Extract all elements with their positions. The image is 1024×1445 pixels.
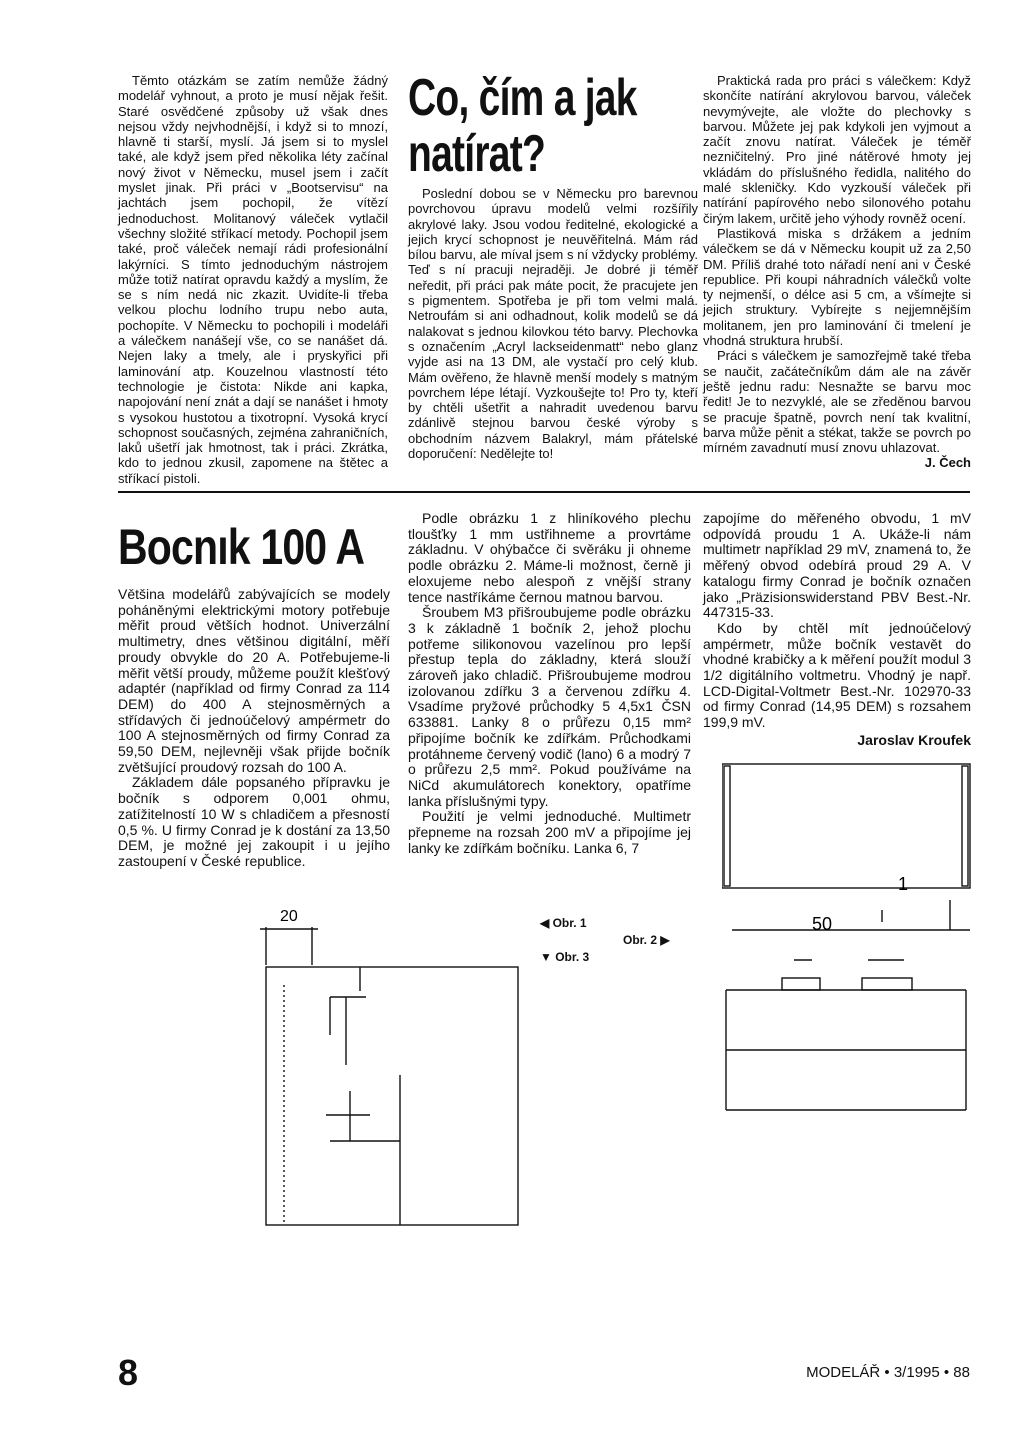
article1-col1-p1: Těmto otázkám se zatím nemůže žádný modelář vyhnout, a proto je musí nějak řešit. Staré osvědčené způsoby už však dnes nejsou vždy nejvhodnější, i když si to mnozí, hlavně ti starší, myslí. Já jsem si to myslel také, ale když jsem před několika léty začínal nový život v Německu, musel jsem i začít myslet jinak. Při práci v „Bootservisu“ na jachtách jsem pochopil, že vítězí jednoduchost. Molitanový váleček vytlačil všechny složité stříkací metody. Pochopil jsem také, proč váleček nemají rádi profesionální lakýrníci. S tímto jednoduchým nástrojem může totiž natírat opravdu každý a myslím, že se s ním nedá nic zkazit. Uvidíte-li třeba velkou plochu lodního trupu nebo auta, pochopíte. V Německu to pochopili i modeláři a válečkem nanášejí vše, co se nanášet dá. Nejen laky a tmely, ale i pryskyřici při laminování atp. Kouzelnou vlastností této technologie je čistota: Nikde ani kapka, napojování není znát a dají se nanášet i hmoty s vysokou hustotou a tixotropní. Vysoká krycí schopnost současných, zejména zahraničních, laků ušetří jak hmotnost, tak i práci. Zkrátka, kdo to jednou zkusil, zapomene na štětec a stříkací pistoli. bbox=[118, 73, 388, 486]
article2-col1-p1: Většina modelářů zabývajících se modely poháněnými elektrickými motory potřebuje měřit proud větších hodnot. Univerzální multimetry, dnes většinou digitální, měří proudy obvykle do 20 A. Potřebujeme-li měřit větší proudy, můžeme použít klešťový adaptér (například od firmy Conrad za 114 DEM) do 400 A stejnosměrných a střídavých či jednoúčelový ampérmetr do 100 A stejnosměrných od firmy Conrad za 59,50 DEM, nejlevněji však přijde bočník zvětšující proudový rozsah do 100 A. bbox=[118, 586, 390, 775]
article2-col3-p2: Kdo by chtěl mít jednoúčelový ampérmetr, může bočník vestavět do vhodné krabičky a k měření použít modul 3 1/2 digitálního voltmetru. Vhodný je např. LCD-Digital-Voltmetr Best.-Nr. 102970-33 od firmy Conrad (14,95 DEM) s rozsahem 199,9 mV. bbox=[703, 619, 971, 731]
article2-title-text: Bocnık 100 A bbox=[118, 519, 365, 575]
article2-col2-p1: Podle obrázku 1 z hliníkového plechu tloušťky 1 mm ustřihneme a provrtáme základnu. V ohýbačce či svěráku ji ohneme podle obrázku 2. Máme-li možnost, černě ji eloxujeme nebo alespoň z vnější strany tence nastříkáme černou matnou barvou. bbox=[408, 510, 691, 605]
figure-obr1 bbox=[250, 905, 530, 1235]
article2-title bbox=[118, 520, 413, 574]
article2-author: Jaroslav Kroufek bbox=[857, 731, 971, 748]
figure-obr2-obr3 bbox=[722, 760, 972, 1120]
article1-col2 bbox=[408, 186, 698, 461]
article1-col2-p1: Poslední dobou se v Německu pro barevnou povrchovou úpravu modelů velmi rozšířily akrylové laky. Jsou vodou ředitelné, ekologické a jejich krycí schopnost je neuvěřitelná. Mám rád bílou barvu, ale míval jsem s ní vždycky problémy. Teď s ní pracuji nejraději. Je dobré ji téměř neředit, při práci pak máte pocit, že pracujete jen s pigmentem. Spotřeba je při tom velmi malá. Netroufám si ani odhadnout, kolik modelů se dá nalakovat s jednou kilovkou této barvy. Plechovka s označením „Acryl lackseidenmatt“ nebo glanz vyjde asi na 13 DM, ale vystačí pro celý klub. Mám ověřeno, že hlavně menší modely s matným povrchem lépe létají. Vyzkoušejte to! Pro ty, kteří by chtěli ušetřit a nahradit uvedenou barvu zdánlivě stejnou barvou české výroby s obchodním názvem Balakryl, mám přátelské doporučení: Nedělejte to! bbox=[408, 186, 698, 462]
article2-col3-p1: zapojíme do měřeného obvodu, 1 mV odpovídá proudu 1 A. Ukáže-li nám multimetr například 29 mV, znamená to, že měřený obvod odebírá proud 29 A. V katalogu firmy Conrad je bočník označen jako „Präzisionswiderstand PBV Best.-Nr. 447315-33. bbox=[703, 510, 971, 621]
article2-col1 bbox=[118, 587, 390, 870]
article1-author: J. Čech bbox=[924, 455, 971, 471]
article1-col3 bbox=[703, 73, 971, 471]
issue-info: MODELÁŘ • 3/1995 • 88 bbox=[806, 1364, 970, 1381]
dim-20: 20 bbox=[280, 908, 298, 925]
dim-50: 50 bbox=[812, 914, 833, 934]
article2-col2-p3: Použití je velmi jednoduché. Multimetr přepneme na rozsah 200 mV a připojíme jej lanky ke zdířkám bočníku. Lanka 6, 7 bbox=[408, 808, 691, 856]
article1-col3-p3: Práci s válečkem je samozřejmě také třeba se naučit, začátečníkům dám ale na závěr ještě jednu radu: Nesnažte se barvu moc ředit! Je to nezvyklé, ale se zředěnou barvou se pracuje špatně, povrch není tak kvalitní, barva může pěnit a stékat, takže se povrch po mírném zavadnutí musí znovu uhlazovat. bbox=[703, 348, 971, 456]
article2-col2-p2: Šroubem M3 přišroubujeme podle obrázku 3 k základně 1 bočník 2, jehož plochu potřeme silikonovou vazelínou pro lepší přestup tepla do základny, která slouží zároveň jako chladič. Přišroubujeme modrou izolovanou zdířku 3 a červenou zdířku 4. Vsadíme pryžové průchodky 5 4,5x1 ČSN 633881. Lanky 8 o průřezu 0,15 mm² připojíme bočník ke zdířkám. Průchodkami protáhneme červený vodič (lano) 6 a modrý 7 o průřezu 2,5 mm². Pokud používáme na NiCd akumulátorech konektory, opatříme lanka příslušnými typy. bbox=[408, 604, 691, 809]
section-divider bbox=[118, 491, 970, 493]
article2-col3 bbox=[703, 511, 971, 749]
article1-title-text: Co, čím a jak natírat? bbox=[408, 69, 637, 183]
page-number: 8 bbox=[118, 1352, 139, 1393]
article2-col2 bbox=[408, 511, 691, 856]
article2-col1-p2: Základem dále popsaného přípravku je bočník s odporem 0,001 ohmu, zatížitelností 10 W s chladičem a přesností 0,5 %. U firmy Conrad je k dostání za 13,50 DEM, je možné jej zakoupit i u jejího zastoupení v České republice. bbox=[118, 774, 390, 869]
article1-col3-p1: Praktická rada pro práci s válečkem: Když skončíte natírání akrylovou barvou, váleček nevymývejte, ale vložte do plechovky s barvou. Můžete jej pak kdykoli jen vyjmout a začít znovu natírat. Váleček je téměř nezničitelný. Pro jiné nátěrové hmoty jej vkládám do příslušného ředidla, nalitého do malé skleničky. Kdo vyzkouší váleček při natírání papírového nebo silonového potahu čirým lakem, určitě jeho výhody rovněž ocení. bbox=[703, 73, 971, 226]
caption-obr2: Obr. 2 ▶ bbox=[623, 933, 670, 947]
caption-obr3: ▼ Obr. 3 bbox=[540, 950, 590, 964]
caption-obr1: ◀ Obr. 1 bbox=[540, 916, 587, 930]
dim-1: 1 bbox=[898, 874, 909, 894]
article1-title bbox=[408, 70, 656, 182]
article1-col1 bbox=[118, 73, 388, 486]
article1-col3-p2: Plastiková miska s držákem a jedním válečkem se dá v Německu koupit už za 2,50 DM. Příliš drahé toto nářadí není ani v České republice. Při koupi náhradních válečků volte ty nejmenší, o délce asi 5 cm, a všímejte si jejich struktury. Vybírejte s nejjemnějším molitanem, jen pro laminování či tmelení je vhodná struktura hrubší. bbox=[703, 225, 971, 349]
